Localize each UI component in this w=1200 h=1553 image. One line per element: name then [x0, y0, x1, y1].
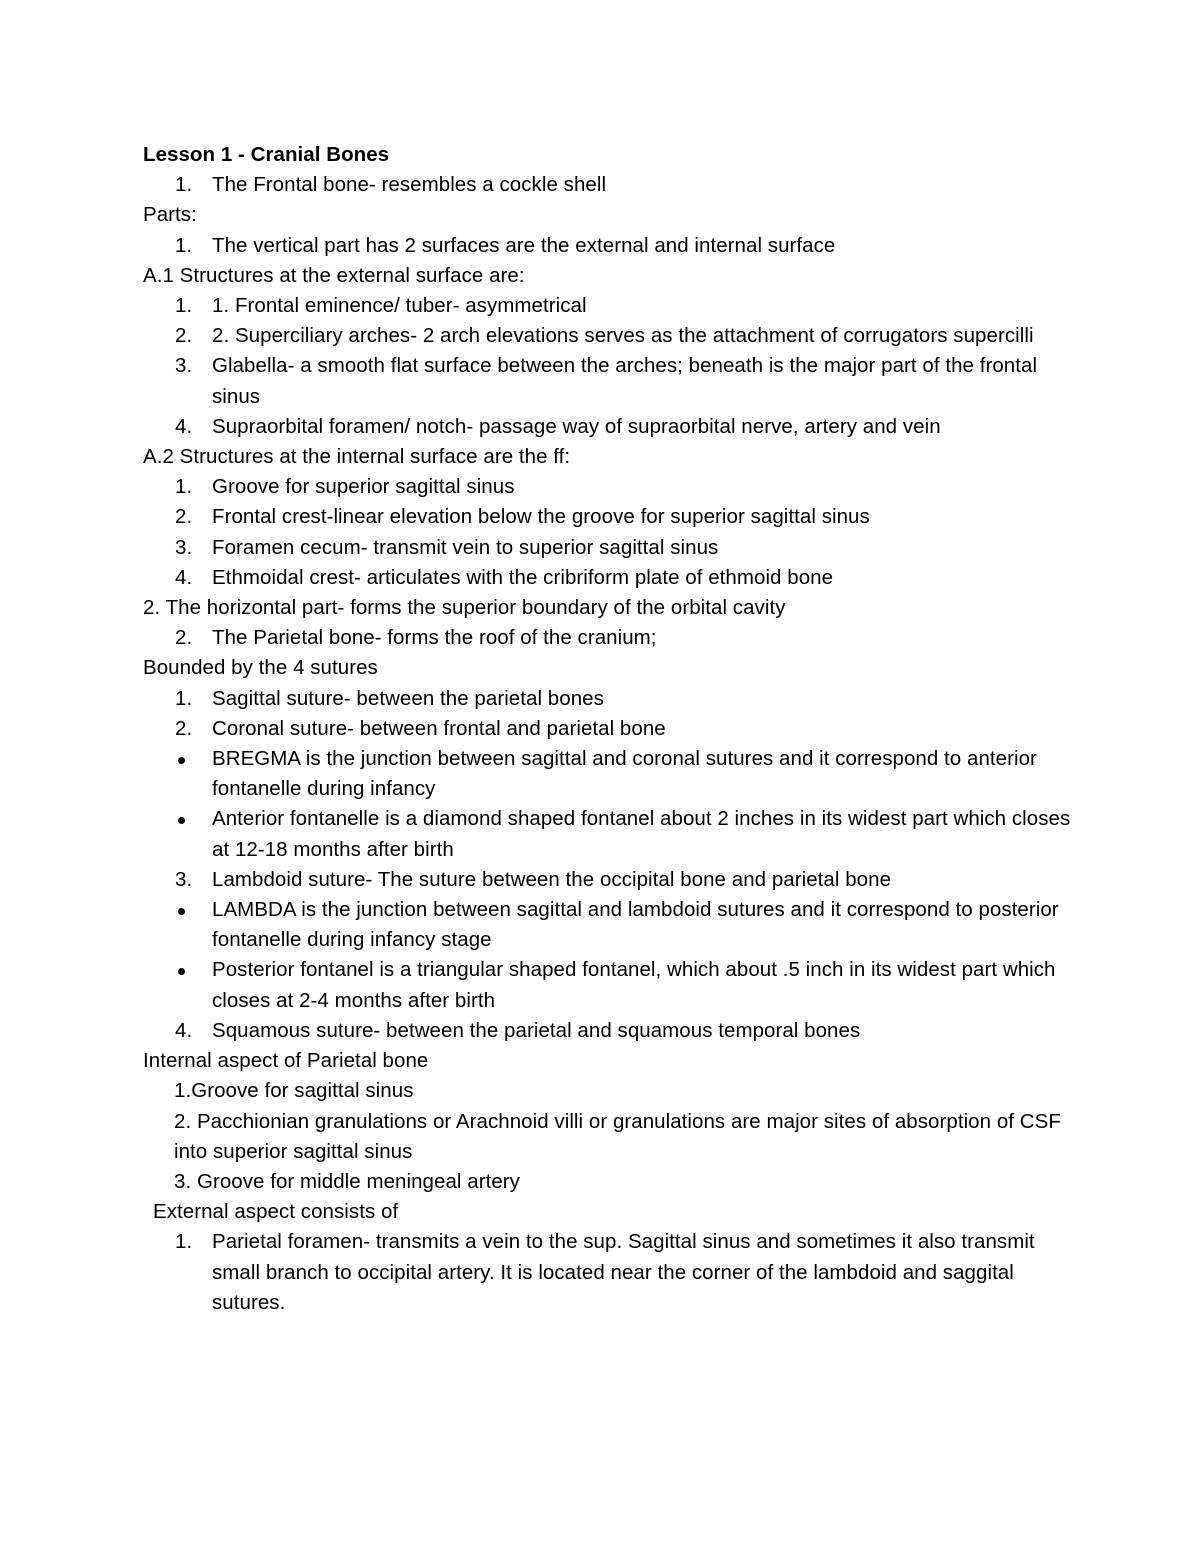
item-text: The Parietal bone- forms the roof of the cranium; — [212, 626, 657, 650]
list-number: 2. — [175, 716, 193, 740]
numbered-item — [143, 170, 1073, 200]
paragraph-line: 1.Groove for sagittal sinus — [174, 1079, 414, 1103]
item-text: Squamous suture- between the parietal and squamous temporal bones — [212, 1018, 861, 1042]
item-text: The vertical part has 2 surfaces are the external and internal surface — [212, 233, 836, 257]
numbered-item — [143, 412, 1073, 442]
list-number: 3. — [175, 535, 193, 559]
numbered-item — [143, 1016, 1073, 1046]
item-text: 2. Superciliary arches- 2 arch elevations serves as the attachment of corrugators supercilli — [212, 324, 1034, 348]
paragraph-line: Bounded by the 4 sutures — [143, 656, 378, 680]
item-text: Ethmoidal crest- articulates with the cribriform plate of ethmoid bone — [212, 565, 834, 589]
item-text: Foramen cecum- transmit vein to superior sagittal sinus — [212, 535, 719, 559]
item-text: The Frontal bone- resembles a cockle shell — [212, 173, 607, 197]
bullet-item — [143, 804, 1073, 864]
list-number: 4. — [175, 565, 193, 589]
numbered-item — [143, 714, 1073, 744]
bullet-item — [143, 895, 1073, 955]
list-number: 1. — [175, 233, 193, 257]
item-text: Groove for superior sagittal sinus — [212, 475, 515, 499]
bullet-dot-icon — [178, 968, 185, 975]
bullet-item — [143, 955, 1073, 1015]
paragraph-line: External aspect consists of — [153, 1200, 399, 1224]
item-text: 1. Frontal eminence/ tuber- asymmetrical — [212, 294, 587, 318]
list-number: 4. — [175, 414, 193, 438]
list-number: 2. — [175, 324, 193, 348]
item-text: Posterior fontanel is a triangular shaped fontanel, which about .5 inch in its widest part which closes at 2-4 months after birth — [212, 958, 1056, 1012]
numbered-item — [143, 502, 1073, 532]
numbered-item — [143, 231, 1073, 261]
numbered-item — [143, 291, 1073, 321]
list-number: 2. — [175, 505, 193, 529]
numbered-item — [143, 865, 1073, 895]
list-number: 1. — [175, 294, 193, 318]
item-text: BREGMA is the junction between sagittal and coronal sutures and it correspond to anterior fontanelle during infancy — [212, 747, 1037, 801]
paragraph-line: Parts: — [143, 203, 197, 227]
list-number: 1. — [175, 1230, 193, 1254]
item-text: Lambdoid suture- The suture between the occipital bone and parietal bone — [212, 867, 892, 891]
list-number: 3. — [175, 354, 193, 378]
list-number: 1. — [175, 173, 193, 197]
bullet-dot-icon — [178, 757, 185, 764]
item-text: Parietal foramen- transmits a vein to the sup. Sagittal sinus and sometimes it also transmit small branch to occipital artery. It is located near the corner of the lambdoid and saggital sutures. — [212, 1230, 1035, 1314]
paragraph-line: A.1 Structures at the external surface are: — [143, 263, 525, 287]
numbered-item — [143, 623, 1073, 653]
numbered-item — [143, 321, 1073, 351]
list-number: 3. — [175, 867, 193, 891]
numbered-item — [143, 684, 1073, 714]
numbered-item — [143, 1227, 1073, 1318]
paragraph-line: 2. Pacchionian granulations or Arachnoid villi or granulations are major sites of absorption of CSF into superior sagittal sinus — [174, 1109, 1061, 1163]
page-title: Lesson 1 - Cranial Bones — [143, 143, 390, 166]
bullet-dot-icon — [178, 908, 185, 915]
numbered-item — [143, 563, 1073, 593]
numbered-item — [143, 472, 1073, 502]
item-text: Supraorbital foramen/ notch- passage way of supraorbital nerve, artery and vein — [212, 414, 941, 438]
numbered-item — [143, 351, 1073, 411]
item-text: Coronal suture- between frontal and parietal bone — [212, 716, 666, 740]
bullet-item — [143, 744, 1073, 804]
numbered-item — [143, 533, 1073, 563]
item-text: Anterior fontanelle is a diamond shaped fontanel about 2 inches in its widest part which closes at 12-18 months after birth — [212, 807, 1071, 861]
document-body — [143, 140, 1073, 1318]
paragraph-line: 2. The horizontal part- forms the superior boundary of the orbital cavity — [143, 596, 786, 620]
list-number: 1. — [175, 686, 193, 710]
paragraph-line: Internal aspect of Parietal bone — [143, 1049, 429, 1073]
item-text: Sagittal suture- between the parietal bones — [212, 686, 604, 710]
item-text: LAMBDA is the junction between sagittal and lambdoid sutures and it correspond to posterior fontanelle during infancy stage — [212, 898, 1059, 952]
list-number: 2. — [175, 626, 193, 650]
item-text: Glabella- a smooth flat surface between the arches; beneath is the major part of the frontal sinus — [212, 354, 1038, 408]
bullet-dot-icon — [178, 817, 185, 824]
paragraph-line: A.2 Structures at the internal surface are the ff: — [143, 445, 571, 469]
list-number: 1. — [175, 475, 193, 499]
paragraph-line: 3. Groove for middle meningeal artery — [174, 1169, 520, 1193]
list-number: 4. — [175, 1018, 193, 1042]
item-text: Frontal crest-linear elevation below the groove for superior sagittal sinus — [212, 505, 870, 529]
